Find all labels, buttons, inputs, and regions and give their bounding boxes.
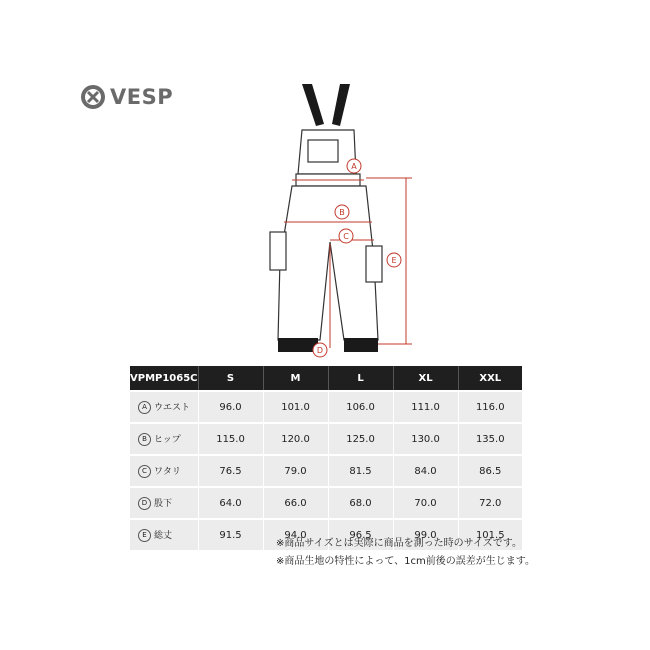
table-cell: 79.0 bbox=[263, 455, 328, 487]
size-chart-table bbox=[130, 366, 522, 550]
table-cell: 111.0 bbox=[393, 391, 458, 423]
table-cell: 99.0 bbox=[393, 519, 458, 550]
row-name: ヒップ bbox=[154, 435, 181, 445]
table-cell: 130.0 bbox=[393, 423, 458, 455]
size-header: XL bbox=[393, 366, 458, 391]
table-cell: 115.0 bbox=[198, 423, 263, 455]
label-b: B bbox=[339, 208, 345, 217]
row-letter-badge: D bbox=[138, 497, 151, 510]
size-header: S bbox=[198, 366, 263, 391]
left-cargo-pocket bbox=[270, 232, 286, 270]
row-letter-badge: B bbox=[138, 433, 151, 446]
row-label bbox=[130, 423, 198, 455]
table-cell: 101.5 bbox=[458, 519, 522, 550]
row-name: ワタリ bbox=[154, 467, 181, 477]
row-letter-badge: E bbox=[138, 529, 151, 542]
row-label bbox=[130, 391, 198, 423]
table-cell: 116.0 bbox=[458, 391, 522, 423]
size-header: XXL bbox=[458, 366, 522, 391]
label-d: D bbox=[316, 346, 324, 355]
table-row bbox=[130, 423, 522, 455]
row-name: ウエスト bbox=[154, 403, 191, 413]
pants-legs bbox=[278, 186, 378, 340]
row-letter-badge: A bbox=[138, 401, 151, 414]
table-row bbox=[130, 487, 522, 519]
row-label bbox=[130, 487, 198, 519]
label-a: A bbox=[351, 162, 357, 171]
table-row bbox=[130, 391, 522, 423]
chest-pocket bbox=[308, 140, 338, 162]
table-cell: 106.0 bbox=[328, 391, 393, 423]
row-label bbox=[130, 519, 198, 550]
table-header-row bbox=[130, 366, 522, 391]
table-cell: 96.0 bbox=[198, 391, 263, 423]
table-cell: 125.0 bbox=[328, 423, 393, 455]
size-header: M bbox=[263, 366, 328, 391]
table-cell: 70.0 bbox=[393, 487, 458, 519]
table-cell: 86.5 bbox=[458, 455, 522, 487]
table-cell: 91.5 bbox=[198, 519, 263, 550]
row-label bbox=[130, 455, 198, 487]
row-letter-badge: C bbox=[138, 465, 151, 478]
table-cell: 94.0 bbox=[263, 519, 328, 550]
table-cell: 68.0 bbox=[328, 487, 393, 519]
table-cell: 66.0 bbox=[263, 487, 328, 519]
table-cell: 64.0 bbox=[198, 487, 263, 519]
table-row bbox=[130, 455, 522, 487]
model-code: VPMP1065C bbox=[130, 366, 198, 391]
table-cell: 72.0 bbox=[458, 487, 522, 519]
table-cell: 84.0 bbox=[393, 455, 458, 487]
table-cell: 135.0 bbox=[458, 423, 522, 455]
table-cell: 81.5 bbox=[328, 455, 393, 487]
size-header: L bbox=[328, 366, 393, 391]
brand-logo bbox=[80, 84, 173, 110]
right-strap bbox=[332, 84, 350, 126]
table-cell: 96.5 bbox=[328, 519, 393, 550]
brand-name: VESP bbox=[110, 85, 174, 109]
bib-pants-diagram bbox=[262, 82, 442, 364]
note-line: ※商品サイズとは実際に商品を測った時のサイズです。 bbox=[276, 538, 522, 549]
table-cell: 101.0 bbox=[263, 391, 328, 423]
left-strap bbox=[302, 84, 324, 126]
table-cell: 120.0 bbox=[263, 423, 328, 455]
measurement-notes bbox=[276, 535, 535, 571]
row-name: 総丈 bbox=[154, 531, 173, 541]
vesp-emblem-icon bbox=[80, 84, 106, 110]
note-line: ※商品生地の特性によって、1cm前後の誤差が生じます。 bbox=[276, 556, 535, 567]
label-e: E bbox=[391, 256, 397, 265]
right-cuff bbox=[344, 338, 378, 352]
label-c: C bbox=[343, 232, 349, 241]
right-cargo-pocket bbox=[366, 246, 382, 282]
table-cell: 76.5 bbox=[198, 455, 263, 487]
left-cuff bbox=[278, 338, 318, 352]
row-name: 股下 bbox=[154, 499, 173, 509]
